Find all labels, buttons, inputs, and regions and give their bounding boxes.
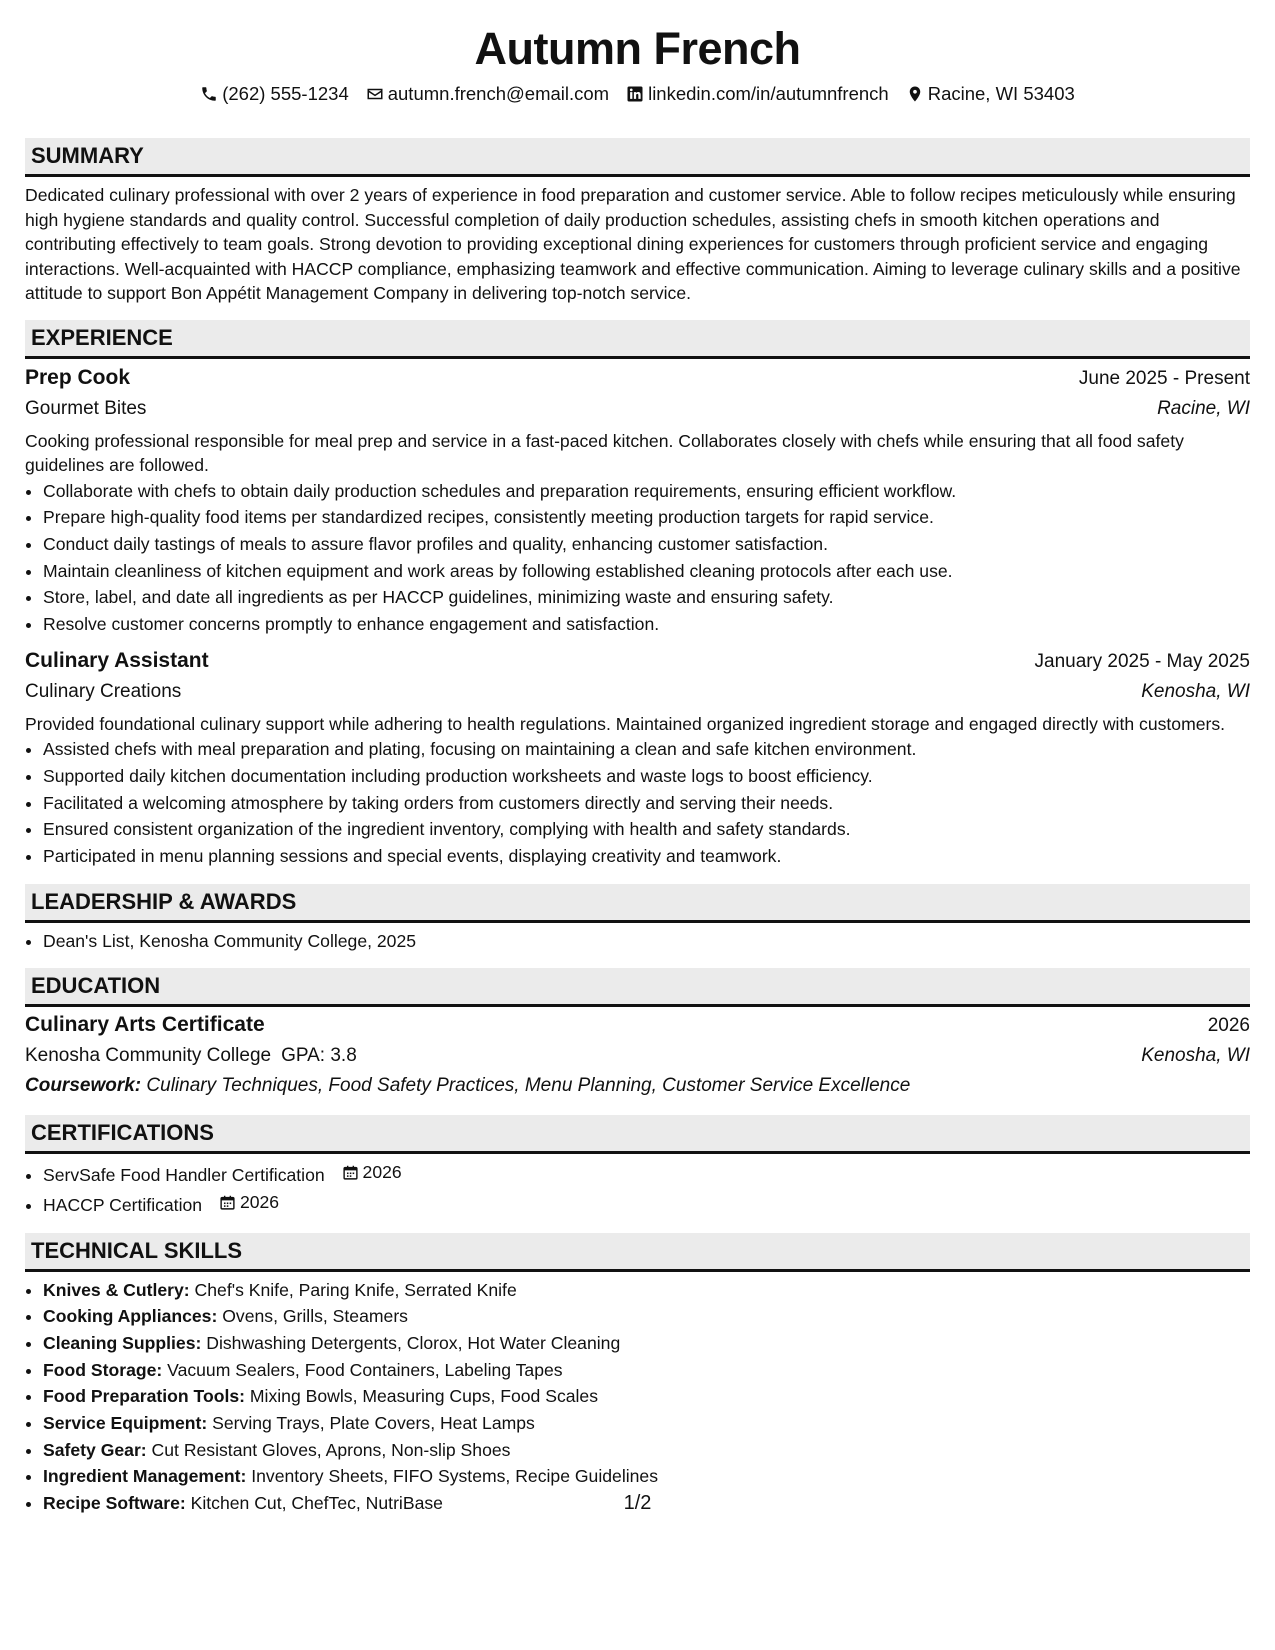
skill-label: Ingredient Management: [43,1466,247,1487]
awards-list [25,928,1250,955]
job-title: Prep Cook [25,365,131,389]
skill-value: Vacuum Sealers, Food Containers, Labeling Tapes [167,1359,563,1380]
skill-value: Dishwashing Detergents, Clorox, Hot Water Cleaning [206,1332,621,1353]
envelope-icon [366,85,384,103]
email-text[interactable]: autumn.french@email.com [387,83,610,104]
degree-year: 2026 [1207,1015,1250,1037]
list-item [43,1330,1250,1357]
resume-page [25,0,1250,1517]
coursework-label: Coursework: [25,1075,142,1097]
skill-label: Safety Gear: [43,1439,147,1460]
contact-phone [200,82,349,106]
cert-name: HACCP Certification [43,1194,203,1215]
job-location: Kenosha, WI [1141,680,1250,702]
list-item [43,1357,1250,1384]
job-company: Gourmet Bites [25,397,147,419]
list-item [43,1463,1250,1490]
section-heading-certifications: CERTIFICATIONS [25,1115,1250,1154]
certifications-section [25,1115,1250,1218]
job-title: Culinary Assistant [25,648,209,672]
job-bullets [25,736,1250,870]
section-heading-education: EDUCATION [25,968,1250,1007]
job-description: Provided foundational culinary support while adhering to health regulations. Maintained organized ingredient storage and engaged directly with customers. [25,713,1226,734]
list-item: • Dean's List, Kenosha Community College, 2025 [43,928,1250,955]
coursework [25,1071,1250,1101]
list-item [43,1303,1250,1330]
skill-label: Cleaning Supplies: [43,1332,202,1353]
section-heading-skills: TECHNICAL SKILLS [25,1233,1250,1272]
list-item: • Resolve customer concerns promptly to enhance engagement and satisfaction. [43,611,1250,638]
contact-email[interactable] [366,82,609,106]
job-entry [25,646,1250,870]
list-item: • Maintain cleanliness of kitchen equipment and work areas by following established cleaning protocols after each use. [43,558,1250,585]
section-heading-summary: SUMMARY [25,138,1250,177]
experience-section [25,320,1250,870]
skill-label: Cooking Appliances: [43,1306,218,1327]
list-item: • Conduct daily tastings of meals to assure flavor profiles and quality, enhancing customer satisfaction. [43,531,1250,558]
skill-label: Food Preparation Tools: [43,1386,246,1407]
cert-year: 2026 [239,1191,280,1212]
list-item [43,1383,1250,1410]
list-item: • Supported daily kitchen documentation including production worksheets and waste logs to boost efficiency. [43,763,1250,790]
skill-value: Cut Resistant Gloves, Aprons, Non-slip Shoes [151,1439,511,1460]
gpa: GPA: 3.8 [281,1045,357,1067]
linkedin-icon [626,85,644,103]
map-pin-icon [906,85,924,103]
skill-value: Mixing Bowls, Measuring Cups, Food Scales [249,1386,599,1407]
section-heading-experience: EXPERIENCE [25,320,1250,359]
skills-section [25,1233,1250,1517]
phone-icon [200,85,218,103]
section-heading-awards: LEADERSHIP & AWARDS [25,884,1250,923]
job-location: Racine, WI [1157,397,1250,419]
skill-value: Serving Trays, Plate Covers, Heat Lamps [212,1413,535,1434]
skill-label: Food Storage: [43,1359,163,1380]
list-item: • Assisted chefs with meal preparation and plating, focusing on maintaining a clean and safe kitchen environment. [43,736,1250,763]
skill-value: Ovens, Grills, Steamers [222,1306,408,1327]
list-item: • Prepare high-quality food items per standardized recipes, consistently meeting production targets for rapid service. [43,504,1250,531]
location-text: Racine, WI 53403 [927,83,1075,104]
list-item [43,1410,1250,1437]
list-item [43,1277,1250,1304]
skill-value: Inventory Sheets, FIFO Systems, Recipe Guidelines [251,1466,658,1487]
skill-label: Recipe Software: [43,1493,186,1514]
degree-title: Culinary Arts Certificate [25,1013,265,1037]
summary-text: Dedicated culinary professional with over 2 years of experience in food preparation and customer service. Able to follow recipes meticulously while ensuring high hygiene standards and quality control. Successful completion of daily production schedules, assisting chefs in smooth kitchen operations and contributing effectively to team goals. Strong devotion to providing exceptional dining experiences for customers through proficient service and engaging interactions. Well-acquainted with HACCP compliance, emphasizing teamwork and effective communication. Aiming to leverage culinary skills and a positive attitude to support Bon Appétit Management Company in delivering top-notch service. [25,185,1241,303]
school-location: Kenosha, WI [1141,1045,1250,1067]
job-description: Cooking professional responsible for meal prep and service in a fast-paced kitchen. Collaborates closely with chefs while ensuring that all food safety guidelines are followed. [25,430,1184,475]
list-item: • Store, label, and date all ingredients as per HACCP guidelines, minimizing waste and ensuring safety. [43,584,1250,611]
list-item: • Ensured consistent organization of the ingredient inventory, complying with health and safety standards. [43,816,1250,843]
candidate-name: Autumn French [474,23,801,74]
summary-section [25,138,1250,306]
education-section [25,968,1250,1101]
list-item: • Participated in menu planning sessions and special events, displaying creativity and teamwork. [43,843,1250,870]
linkedin-text[interactable]: linkedin.com/in/autumnfrench [648,83,889,104]
skill-label: Knives & Cutlery: [43,1279,190,1300]
job-dates: January 2025 - May 2025 [1034,650,1250,672]
list-item: • Collaborate with chefs to obtain daily production schedules and preparation requirements, ensuring efficient workflow. [43,478,1250,505]
calendar-icon [342,1164,359,1181]
job-company: Culinary Creations [25,680,182,702]
school-name: Kenosha Community College [25,1045,272,1067]
phone-text: (262) 555-1234 [222,83,349,104]
calendar-icon [219,1194,236,1211]
coursework-list: Culinary Techniques, Food Safety Practices, Menu Planning, Customer Service Excellence [146,1075,911,1097]
page-number: 1/2 [623,1492,652,1514]
awards-section [25,884,1250,955]
contact-bar [25,82,1250,106]
list-item [43,1189,1250,1219]
list-item [43,1159,1250,1189]
skills-list [25,1277,1250,1517]
contact-linkedin[interactable] [626,82,889,106]
skill-label: Service Equipment: [43,1413,208,1434]
skill-value: Kitchen Cut, ChefTec, NutriBase [190,1493,443,1514]
job-dates: June 2025 - Present [1078,367,1250,389]
job-bullets [25,478,1250,638]
skill-value: Chef's Knife, Paring Knife, Serrated Knife [194,1279,517,1300]
cert-name: ServSafe Food Handler Certification [43,1165,325,1186]
job-entry [25,363,1250,638]
school-line [25,1041,357,1071]
list-item [43,1437,1250,1464]
list-item: • Facilitated a welcoming atmosphere by taking orders from customers directly and serving their needs. [43,790,1250,817]
contact-location [906,82,1075,106]
certifications-list [25,1159,1250,1218]
cert-year: 2026 [362,1162,402,1183]
